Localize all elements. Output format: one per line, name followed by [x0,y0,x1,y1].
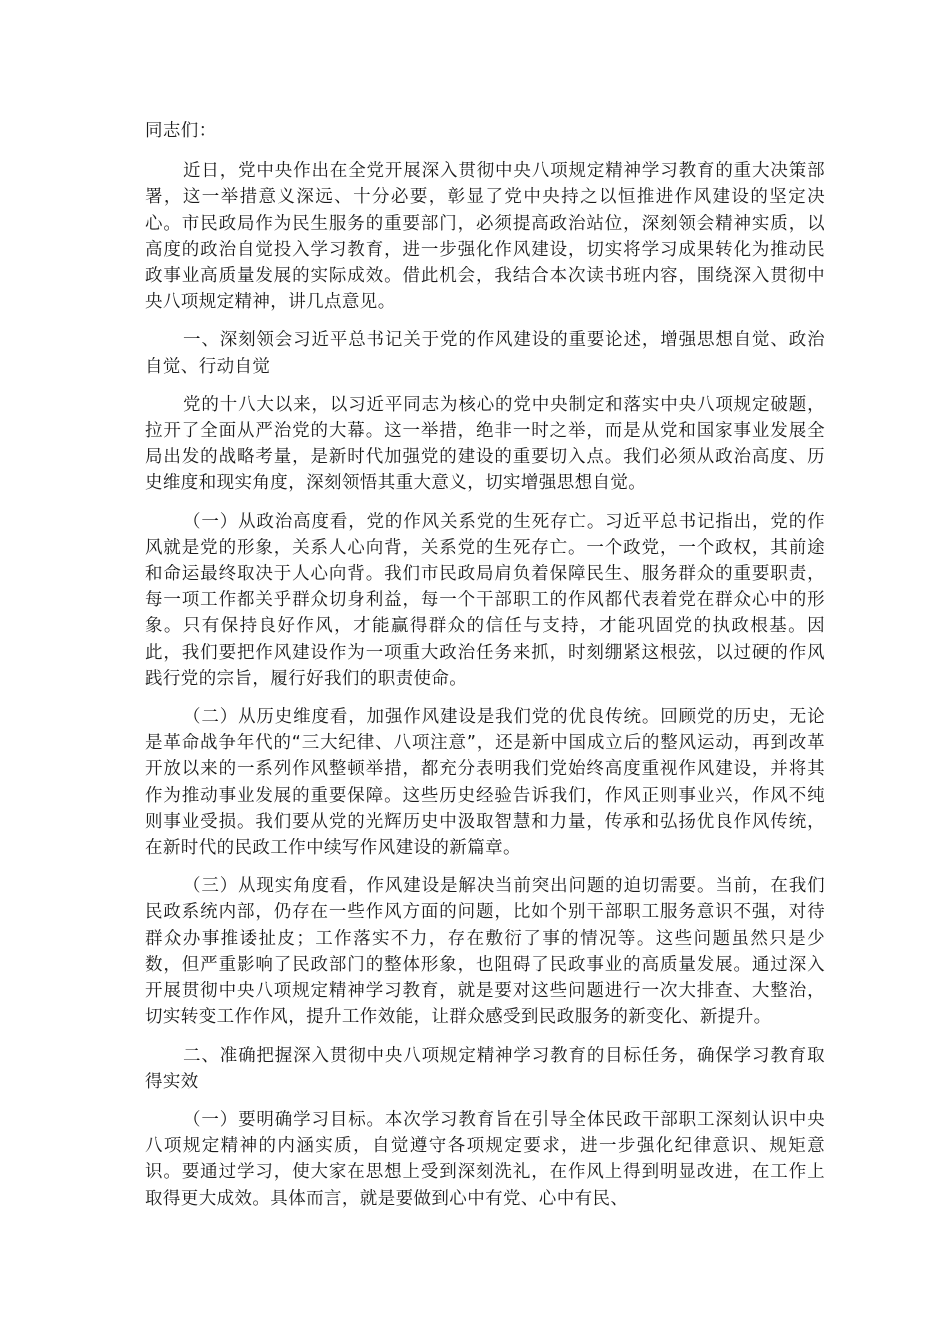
document-page [145,118,825,1224]
subsection-1-2-paragraph: （二）从历史维度看，加强作风建设是我们党的优良传统。回顾党的历史，无论是革命战争年代的“三大纪律、八项注意”，还是新中国成立后的整风运动，再到改革开放以来的一系列作风整顿举措，都充分表明我们党始终高度重视作风建设，并将其作为推动事业发展的重要保障。这些历史经验告诉我们，作风正则事业兴，作风不纯则事业受损。我们要从党的光辉历史中汲取智慧和力量，传承和弘扬优良作风传统，在新时代的民政工作中续写作风建设的新篇章。 [145,707,825,859]
subsection-1-3-paragraph: （三）从现实角度看，作风建设是解决当前突出问题的迫切需要。当前，在我们民政系统内部，仍存在一些作风方面的问题，比如个别干部职工服务意识不强，对待群众办事推诿扯皮；工作落实不力，存在敷衍了事的情况等。这些问题虽然只是少数，但严重影响了民政部门的整体形象，也阻碍了民政事业的高质量发展。通过深入开展贯彻中央八项规定精神学习教育，就是要对这些问题进行一次大排查、大整治，切实转变工作作风，提升工作效能，让群众感受到民政服务的新变化、新提升。 [145,876,825,1028]
subsection-2-1-paragraph: （一）要明确学习目标。本次学习教育旨在引导全体民政干部职工深刻认识中央八项规定精神的内涵实质，自觉遵守各项规定要求，进一步强化纪律意识、规矩意识。要通过学习，使大家在思想上受到深刻洗礼，在作风上得到明显改进，在工作上取得更大成效。具体而言，就是要做到心中有党、心中有民、 [145,1109,825,1209]
intro-paragraph: 近日，党中央作出在全党开展深入贯彻中央八项规定精神学习教育的重大决策部署，这一举措意义深远、十分必要，彰显了党中央持之以恒推进作风建设的坚定决心。市民政局作为民生服务的重要部门，必须提高政治站位，深刻领会精神实质，以高度的政治自觉投入学习教育，进一步强化作风建设，切实将学习成果转化为推动民政事业高质量发展的实际成效。借此机会，我结合本次读书班内容，围绕深入贯彻中央八项规定精神，讲几点意见。 [145,161,825,313]
section-1-paragraph: 党的十八大以来，以习近平同志为核心的党中央制定和落实中央八项规定破题，拉开了全面从严治党的大幕。这一举措，绝非一时之举，而是从党和国家事业发展全局出发的战略考量，是新时代加强党的建设的重要切入点。我们必须从政治高度、历史维度和现实角度，深刻领悟其重大意义，切实增强思想自觉。 [145,394,825,494]
section-heading-2: 二、准确把握深入贯彻中央八项规定精神学习教育的目标任务，确保学习教育取得实效 [145,1045,825,1092]
salutation: 同志们： [145,121,217,141]
subsection-1-1-paragraph: （一）从政治高度看，党的作风关系党的生死存亡。习近平总书记指出，党的作风就是党的形象，关系人心向背，关系党的生死存亡。一个政党，一个政权，其前途和命运最终取决于人心向背。我们市民政局肩负着保障民生、服务群众的重要职责，每一项工作都关乎群众切身利益，每一个干部职工的作风都代表着党在群众心中的形象。只有保持良好作风，才能赢得群众的信任与支持，才能巩固党的执政根基。因此，我们要把作风建设作为一项重大政治任务来抓，时刻绷紧这根弦，以过硬的作风践行党的宗旨，履行好我们的职责使命。 [145,511,825,689]
section-heading-1: 一、深刻领会习近平总书记关于党的作风建设的重要论述，增强思想自觉、政治自觉、行动自觉 [145,330,825,377]
